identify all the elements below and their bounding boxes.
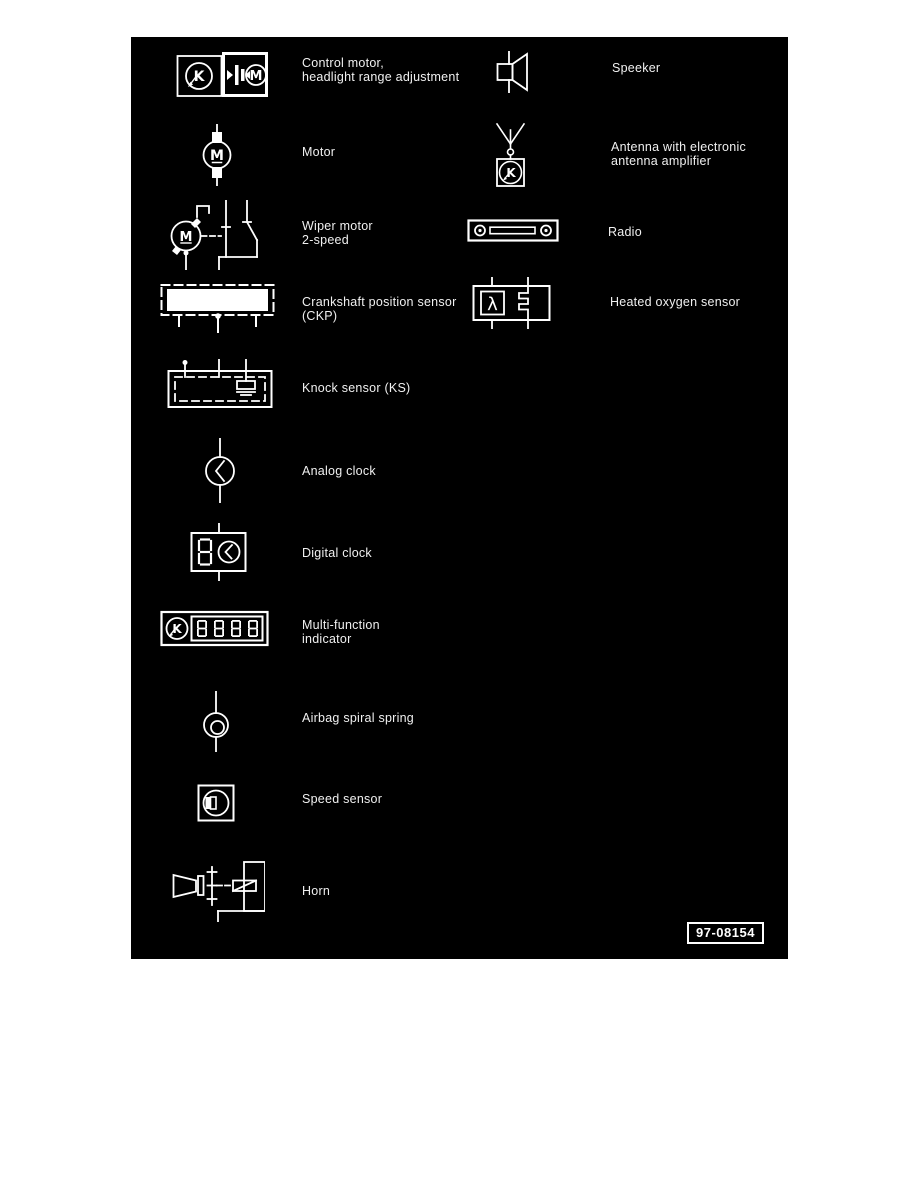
label-speaker [612,61,660,75]
label-line: Horn [302,884,331,898]
label-line: Analog clock [302,464,376,478]
antenna-amplifier-icon [493,122,528,189]
label-line: Control motor, [302,56,385,70]
label-line: Wiper motor [302,219,373,233]
label-line: 2-speed [302,233,349,247]
diagram-panel [131,37,788,959]
label-line: Knock sensor (KS) [302,381,411,395]
analog-clock-icon [205,438,235,503]
label-line: Digital clock [302,546,372,560]
letter-m: M [210,148,224,164]
label-motor [302,145,335,159]
label-line: Crankshaft position sensor [302,295,457,309]
label-analog-clock [302,464,376,478]
label-horn [302,884,330,898]
label-heated-oxygen-sensor [610,295,740,309]
label-crankshaft-sensor [302,295,457,323]
control-motor-headlight-range-icon [176,52,268,98]
airbag-spiral-spring-icon [202,691,230,752]
label-control-motor [302,56,459,84]
label-line: Speed sensor [302,792,383,806]
label-line: Radio [608,225,642,239]
letter-m: M [249,69,263,84]
wiper-motor-2-speed-icon [170,200,262,270]
label-multi-function-indicator [302,618,380,646]
speaker-icon [494,51,530,93]
multi-function-indicator-icon [160,609,270,649]
letter-k: K [193,69,205,85]
label-line: indicator [302,632,352,646]
digital-clock-icon [190,523,247,581]
label-line: Antenna with electronic [611,140,746,154]
label-line: Speeker [612,61,661,75]
motor-icon [202,124,232,186]
label-line: Airbag spiral spring [302,711,414,725]
knock-sensor-icon [167,359,273,409]
crankshaft-position-sensor-icon [160,279,276,333]
label-digital-clock [302,546,372,560]
heated-oxygen-sensor-icon [472,277,558,329]
label-speed-sensor [302,792,382,806]
letter-m: M [179,230,193,245]
letter-k: K [506,166,516,180]
speed-sensor-icon [197,784,235,823]
label-line: Heated oxygen sensor [610,295,741,309]
figure-code: 97-08154 [696,925,755,940]
radio-icon [467,218,559,243]
label-airbag-spiral-spring [302,711,414,725]
horn-icon [172,859,265,922]
label-knock-sensor [302,381,410,395]
label-wiper-motor [302,219,373,247]
label-radio [608,225,642,239]
figure-code-badge [687,922,764,944]
label-antenna-amplifier [611,140,746,168]
label-line: (CKP) [302,309,338,323]
letter-k: K [172,622,182,636]
label-line: antenna amplifier [611,154,712,168]
label-line: Multi-function [302,618,380,632]
label-line: headlight range adjustment [302,70,460,84]
label-line: Motor [302,145,336,159]
letter-lambda: λ [487,294,498,315]
